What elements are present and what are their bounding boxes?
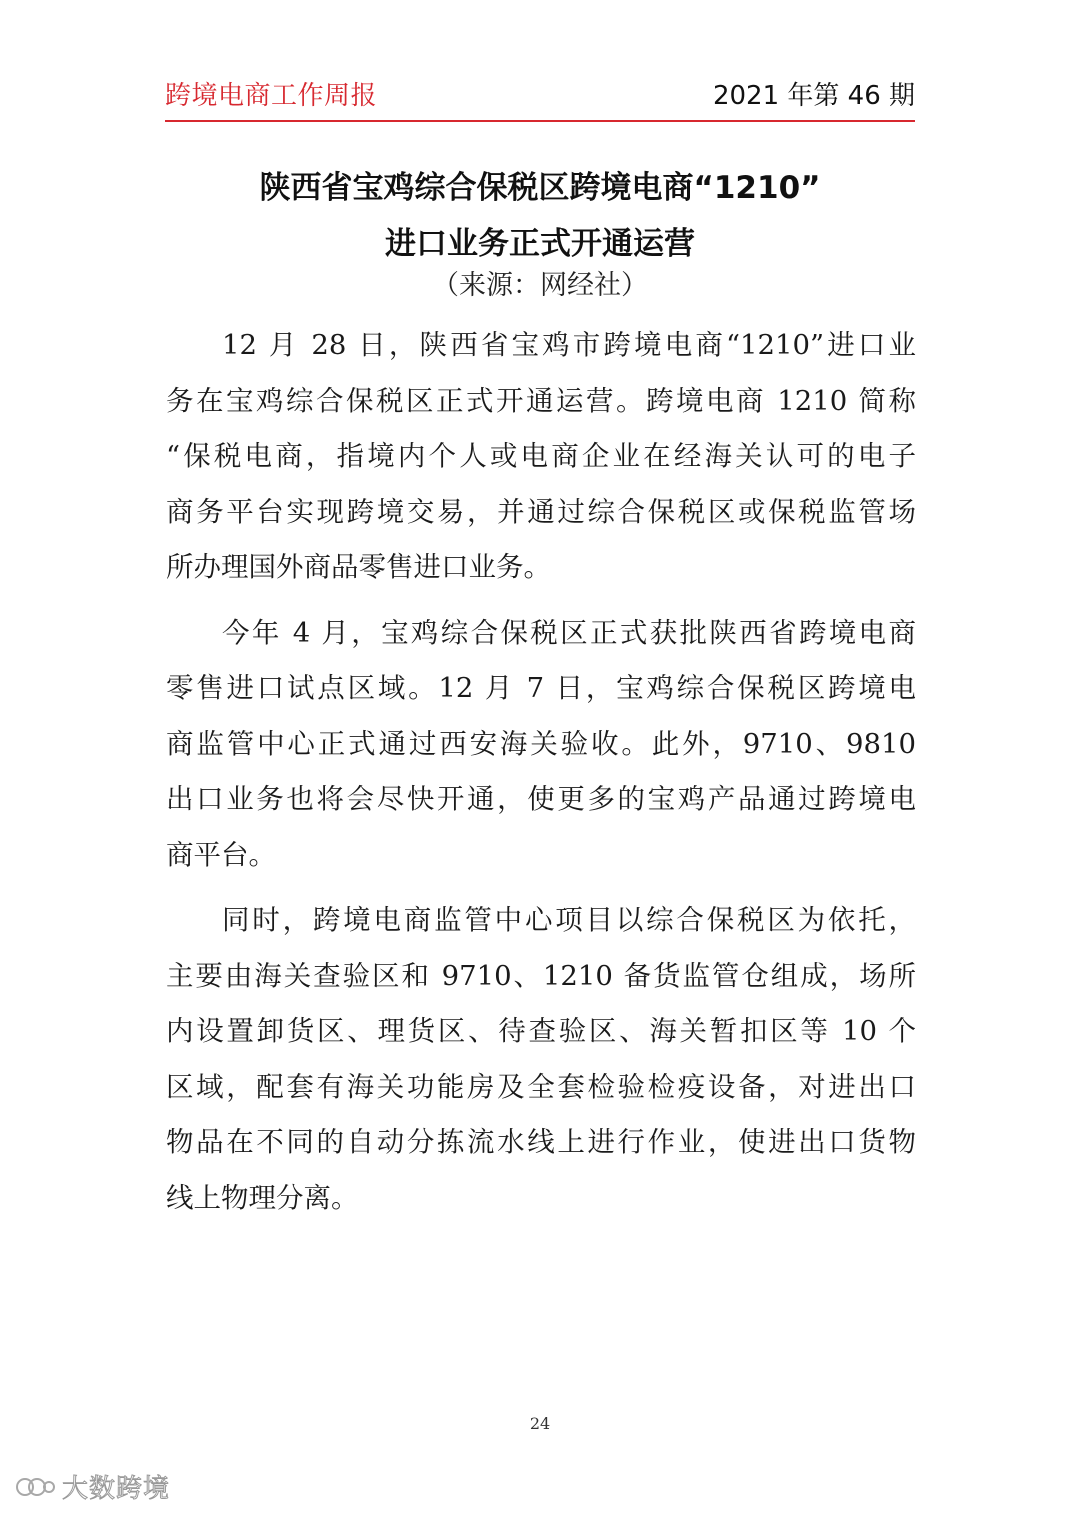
- text-line: 同时，跨境电商监管中心项目以综合保税区为依托，: [222, 904, 916, 936]
- issue-number: 2021 年第 46 期: [712, 81, 915, 111]
- page-header: [165, 72, 915, 116]
- text-line: 今年 4 月，宝鸡综合保税区正式获批陕西省跨境电商: [222, 616, 916, 649]
- header-divider: [165, 120, 915, 122]
- text-line: 物品在不同的自动分拣流水线上进行作业，使进出口货物: [166, 1126, 916, 1158]
- paragraph-2: [166, 606, 916, 884]
- page-number: 24: [529, 1414, 551, 1433]
- watermark-text: 大数跨境: [62, 1474, 171, 1504]
- title-line: 陕西省宝鸡综合保税区跨境电商“1210”: [259, 170, 821, 206]
- text-line: 区域，配套有海关功能房及全套检验检疫设备，对进出口: [166, 1070, 916, 1103]
- publication-name: 跨境电商工作周报: [165, 81, 378, 111]
- article-source: （来源：网经社）: [432, 270, 648, 301]
- text-line: 商务平台实现跨境交易，并通过综合保税区或保税监管场: [166, 495, 916, 528]
- title-line: 进口业务正式开通运营: [385, 226, 695, 262]
- text-line: 商监管中心正式通过西安海关验收。此外，9710、9810: [166, 727, 916, 760]
- text-line: 12 月 28 日，陕西省宝鸡市跨境电商“1210”进口业: [222, 329, 916, 361]
- article-title: [120, 160, 960, 272]
- text-line: 零售进口试点区域。12 月 7 日，宝鸡综合保税区跨境电: [166, 672, 916, 704]
- text-line: 出口业务也将会尽快开通，使更多的宝鸡产品通过跨境电: [166, 783, 916, 815]
- text-line: 所办理国外商品零售进口业务。: [166, 551, 551, 583]
- watermark-logo-icon: [14, 1472, 56, 1502]
- text-line: 主要由海关查验区和 9710、1210 备货监管仓组成，场所: [166, 959, 916, 992]
- paragraph-1: [166, 318, 916, 596]
- text-line: “保税电商，指境内个人或电商企业在经海关认可的电子: [166, 440, 916, 472]
- text-line: 线上物理分离。: [166, 1181, 359, 1214]
- text-line: 务在宝鸡综合保税区正式开通运营。跨境电商 1210 简称: [166, 384, 916, 417]
- watermark: [14, 1468, 170, 1505]
- article-body: [166, 318, 916, 1236]
- text-line: 商平台。: [166, 838, 276, 871]
- paragraph-3: [166, 893, 916, 1226]
- text-line: 内设置卸货区、理货区、待查验区、海关暂扣区等 10 个: [166, 1015, 916, 1047]
